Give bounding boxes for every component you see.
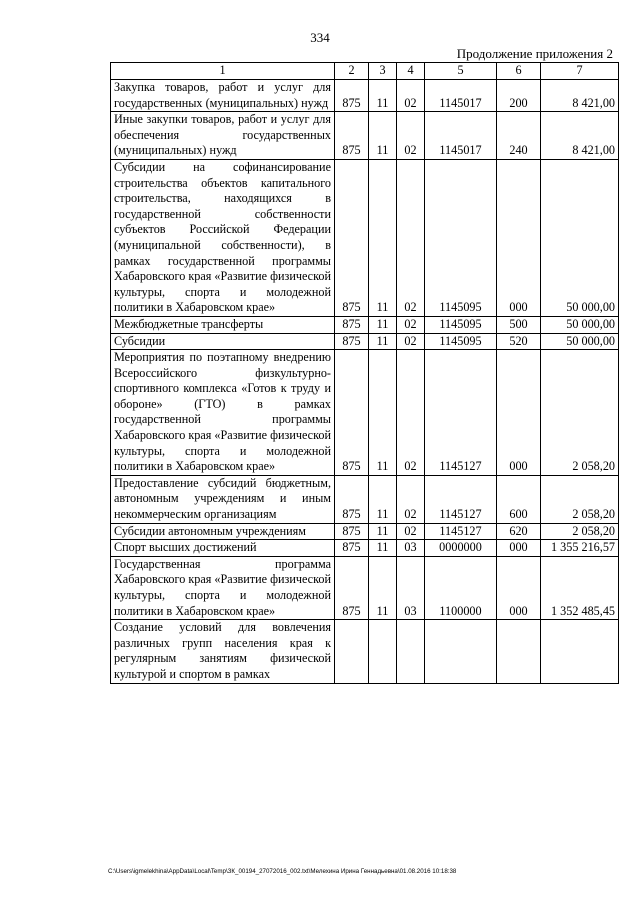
row-name: Субсидии xyxy=(111,333,335,350)
row-subsection-code: 02 xyxy=(397,475,425,523)
row-amount: 1 352 485,45 xyxy=(541,556,619,619)
file-path-footer: C:\Users\igmelekhina\AppData\Local\Temp\ЗК_00194_27072016_002.txt\Мелехина Ирина Геннадьевна\01.08.2016 10:18:38 xyxy=(108,868,457,875)
table-header-row xyxy=(111,63,619,80)
row-expense-type: 240 xyxy=(497,112,541,160)
row-name: Межбюджетные трансферты xyxy=(111,316,335,333)
row-name: Мероприятия по поэтапному внедрению Всероссийского физкультурно-спортивного комплекса «Готов к труду и обороне» (ГТО) в рамках государственной программы Хабаровского края «Развитие физической культуры, спорта и молодежной политики в Хабаровском крае» xyxy=(111,350,335,476)
budget-table xyxy=(110,62,619,684)
header-col-5: 5 xyxy=(425,63,497,80)
header-col-2: 2 xyxy=(335,63,369,80)
row-name: Спорт высших достижений xyxy=(111,540,335,557)
row-expense-type: 000 xyxy=(497,159,541,316)
row-target-article: 1100000 xyxy=(425,556,497,619)
row-section-code: 11 xyxy=(369,475,397,523)
row-ministry-code: 875 xyxy=(335,316,369,333)
row-target-article: 1145127 xyxy=(425,523,497,540)
row-subsection-code: 03 xyxy=(397,556,425,619)
row-section-code: 11 xyxy=(369,556,397,619)
row-ministry-code: 875 xyxy=(335,159,369,316)
row-amount: 8 421,00 xyxy=(541,80,619,112)
row-subsection-code: 02 xyxy=(397,350,425,476)
row-expense-type: 000 xyxy=(497,350,541,476)
row-expense-type: 620 xyxy=(497,523,541,540)
table-row xyxy=(111,540,619,557)
row-amount: 50 000,00 xyxy=(541,316,619,333)
row-ministry-code: 875 xyxy=(335,80,369,112)
row-subsection-code: 02 xyxy=(397,333,425,350)
row-expense-type: 000 xyxy=(497,540,541,557)
row-target-article: 1145095 xyxy=(425,333,497,350)
row-subsection-code xyxy=(397,620,425,683)
row-section-code: 11 xyxy=(369,316,397,333)
row-amount: 8 421,00 xyxy=(541,112,619,160)
table-row xyxy=(111,80,619,112)
row-target-article: 1145017 xyxy=(425,112,497,160)
row-expense-type xyxy=(497,620,541,683)
table-row xyxy=(111,333,619,350)
table-row xyxy=(111,620,619,683)
row-section-code: 11 xyxy=(369,523,397,540)
row-section-code: 11 xyxy=(369,112,397,160)
row-name: Субсидии автономным учреждениям xyxy=(111,523,335,540)
header-col-3: 3 xyxy=(369,63,397,80)
row-amount xyxy=(541,620,619,683)
row-subsection-code: 02 xyxy=(397,159,425,316)
table-row xyxy=(111,475,619,523)
row-ministry-code: 875 xyxy=(335,523,369,540)
row-subsection-code: 02 xyxy=(397,80,425,112)
row-subsection-code: 02 xyxy=(397,112,425,160)
row-ministry-code: 875 xyxy=(335,475,369,523)
table-row xyxy=(111,112,619,160)
row-subsection-code: 02 xyxy=(397,523,425,540)
row-ministry-code: 875 xyxy=(335,333,369,350)
appendix-continuation-label: Продолжение приложения 2 xyxy=(456,46,613,61)
row-ministry-code xyxy=(335,620,369,683)
row-target-article: 0000000 xyxy=(425,540,497,557)
row-name: Предоставление субсидий бюджетным, автономным учреждениям и иным некоммерческим организациям xyxy=(111,475,335,523)
row-amount: 50 000,00 xyxy=(541,333,619,350)
row-name: Создание условий для вовлечения различных групп населения края к регулярным занятиям физической культурой и спортом в рамках xyxy=(111,620,335,683)
row-amount: 50 000,00 xyxy=(541,159,619,316)
table-row xyxy=(111,556,619,619)
page-number: 334 xyxy=(310,30,330,45)
row-section-code: 11 xyxy=(369,159,397,316)
row-name: Государственная программа Хабаровского края «Развитие физической культуры, спорта и молодежной политики в Хабаровском крае» xyxy=(111,556,335,619)
header-col-7: 7 xyxy=(541,63,619,80)
row-expense-type: 600 xyxy=(497,475,541,523)
table-row xyxy=(111,316,619,333)
row-ministry-code: 875 xyxy=(335,112,369,160)
row-section-code: 11 xyxy=(369,333,397,350)
row-expense-type: 500 xyxy=(497,316,541,333)
row-subsection-code: 03 xyxy=(397,540,425,557)
row-section-code: 11 xyxy=(369,540,397,557)
row-section-code: 11 xyxy=(369,80,397,112)
row-section-code xyxy=(369,620,397,683)
row-target-article: 1145095 xyxy=(425,316,497,333)
row-name: Иные закупки товаров, работ и услуг для обеспечения государственных (муниципальных) нужд xyxy=(111,112,335,160)
table-row xyxy=(111,523,619,540)
row-target-article: 1145017 xyxy=(425,80,497,112)
row-expense-type: 000 xyxy=(497,556,541,619)
row-expense-type: 200 xyxy=(497,80,541,112)
row-ministry-code: 875 xyxy=(335,540,369,557)
row-target-article: 1145127 xyxy=(425,350,497,476)
row-amount: 1 355 216,57 xyxy=(541,540,619,557)
row-name: Субсидии на софинансирование строительства объектов капитального строительства, находящихся в государственной собственности субъектов Российской Федерации (муниципальной собственности), в рамках государственной программы Хабаровского края «Развитие физической культуры, спорта и молодежной политики в Хабаровском крае» xyxy=(111,159,335,316)
row-target-article: 1145095 xyxy=(425,159,497,316)
header-col-4: 4 xyxy=(397,63,425,80)
row-section-code: 11 xyxy=(369,350,397,476)
row-amount: 2 058,20 xyxy=(541,350,619,476)
row-target-article: 1145127 xyxy=(425,475,497,523)
row-expense-type: 520 xyxy=(497,333,541,350)
table-row xyxy=(111,350,619,476)
row-amount: 2 058,20 xyxy=(541,523,619,540)
row-ministry-code: 875 xyxy=(335,556,369,619)
row-amount: 2 058,20 xyxy=(541,475,619,523)
row-name: Закупка товаров, работ и услуг для государственных (муниципальных) нужд xyxy=(111,80,335,112)
row-ministry-code: 875 xyxy=(335,350,369,476)
header-col-6: 6 xyxy=(497,63,541,80)
row-target-article xyxy=(425,620,497,683)
row-subsection-code: 02 xyxy=(397,316,425,333)
header-col-1: 1 xyxy=(111,63,335,80)
table-row xyxy=(111,159,619,316)
